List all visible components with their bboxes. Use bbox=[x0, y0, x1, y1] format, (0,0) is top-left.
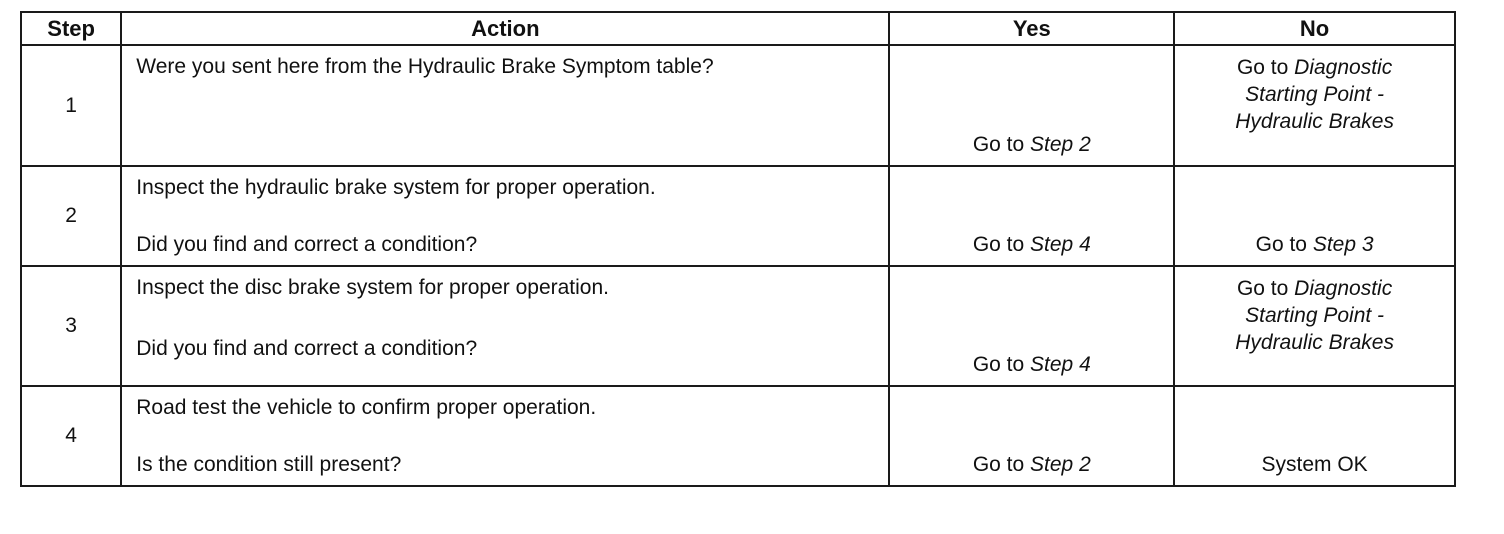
yes-step-ref: Step 2 bbox=[1030, 453, 1091, 476]
no-instruction bbox=[1175, 275, 1454, 356]
no-cell bbox=[1174, 266, 1455, 386]
step-number: 4 bbox=[21, 386, 121, 486]
yes-cell bbox=[889, 266, 1174, 386]
no-instruction bbox=[1175, 54, 1454, 135]
action-question: Is the condition still present? bbox=[136, 453, 402, 476]
yes-prefix: Go to bbox=[972, 453, 1031, 476]
action-question: Were you sent here from the Hydraulic Brake Symptom table? bbox=[136, 55, 714, 78]
no-instruction bbox=[1175, 233, 1454, 257]
no-cell bbox=[1174, 166, 1455, 266]
no-prefix: Go to bbox=[1255, 233, 1313, 256]
yes-instruction bbox=[890, 353, 1173, 377]
action-instruction: Inspect the hydraulic brake system for proper operation. bbox=[136, 176, 656, 199]
no-prefix: Go to bbox=[1236, 277, 1295, 300]
header-step: Step bbox=[21, 12, 121, 45]
no-ref-line2: Starting Point - bbox=[1245, 83, 1385, 106]
yes-instruction bbox=[890, 233, 1173, 257]
table-row bbox=[21, 45, 1455, 166]
no-instruction: System OK bbox=[1261, 453, 1368, 476]
action-instruction: Inspect the disc brake system for proper operation. bbox=[136, 276, 610, 299]
no-ref-line2: Starting Point - bbox=[1245, 304, 1385, 327]
yes-prefix: Go to bbox=[972, 353, 1031, 376]
yes-instruction bbox=[890, 133, 1173, 157]
no-cell bbox=[1174, 386, 1455, 486]
step-number: 1 bbox=[21, 45, 121, 166]
action-instruction: Road test the vehicle to confirm proper operation. bbox=[136, 396, 597, 419]
action-question: Did you find and correct a condition? bbox=[136, 233, 478, 256]
yes-cell bbox=[889, 45, 1174, 166]
yes-prefix: Go to bbox=[972, 133, 1031, 156]
step-number: 3 bbox=[21, 266, 121, 386]
diagnostic-table bbox=[20, 11, 1456, 487]
header-yes: Yes bbox=[889, 12, 1174, 45]
action-cell bbox=[121, 166, 889, 266]
yes-step-ref: Step 4 bbox=[1030, 233, 1091, 256]
action-cell bbox=[121, 45, 889, 166]
no-ref-line1: Diagnostic bbox=[1294, 56, 1393, 79]
no-ref-line3: Hydraulic Brakes bbox=[1235, 110, 1394, 133]
table-row bbox=[21, 166, 1455, 266]
table-row bbox=[21, 266, 1455, 386]
yes-cell bbox=[889, 386, 1174, 486]
header-action: Action bbox=[121, 12, 889, 45]
header-row bbox=[21, 12, 1455, 45]
yes-step-ref: Step 4 bbox=[1030, 353, 1091, 376]
step-number: 2 bbox=[21, 166, 121, 266]
no-prefix: Go to bbox=[1236, 56, 1295, 79]
action-cell bbox=[121, 386, 889, 486]
no-ref-line1: Diagnostic bbox=[1294, 277, 1393, 300]
yes-cell bbox=[889, 166, 1174, 266]
yes-step-ref: Step 2 bbox=[1030, 133, 1091, 156]
action-question: Did you find and correct a condition? bbox=[136, 337, 478, 360]
yes-prefix: Go to bbox=[972, 233, 1031, 256]
yes-instruction bbox=[890, 453, 1173, 477]
action-cell bbox=[121, 266, 889, 386]
header-no: No bbox=[1174, 12, 1455, 45]
table-row bbox=[21, 386, 1455, 486]
no-ref-line3: Hydraulic Brakes bbox=[1235, 331, 1394, 354]
no-step-ref: Step 3 bbox=[1312, 233, 1374, 256]
no-cell bbox=[1174, 45, 1455, 166]
